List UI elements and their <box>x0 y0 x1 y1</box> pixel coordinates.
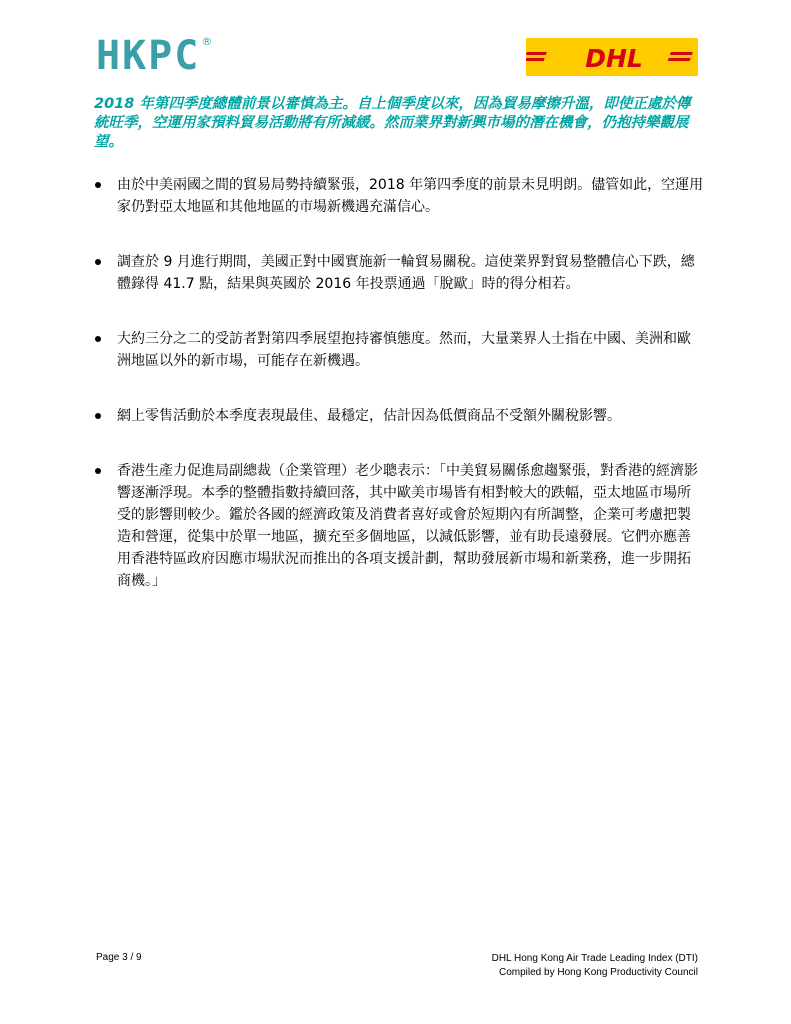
footer-credits <box>492 952 698 980</box>
list-item <box>92 174 704 218</box>
list-item <box>92 328 704 372</box>
bullet-icon <box>95 259 101 265</box>
list-item <box>92 251 704 295</box>
list-item-text: 調查於 9 月進行期間，美國正對中國實施新一輪貿易關稅。這使業界對貿易整體信心下跌，總體錄得 41.7 點，結果與英國於 2016 年投票通過「脫歐」時的得分相若。 <box>117 254 695 292</box>
dhl-logo-text: DHL <box>585 44 643 73</box>
dhl-logo-stripe <box>670 52 693 55</box>
page-number: Page 3 / 9 <box>96 952 142 963</box>
bullet-icon <box>95 468 101 474</box>
bullet-icon <box>95 413 101 419</box>
list-item-text: 香港生產力促進局副總裁（企業管理）老少聰表示：「中美貿易關係愈趨緊張，對香港的經濟影響逐漸浮現。本季的整體指數持續回落，其中歐美市場皆有相對較大的跌幅，亞太地區市場所受的影響則較少。鑑於各國的經濟政策及消費者喜好或會於短期內有所調整，企業可考慮把製造和營運，從集中於單一地區，擴充至多個地區，以減低影響，並有助長遠發展。它們亦應善用香港特區政府因應市場狀況而推出的各項支援計劃，幫助發展新市場和新業務，進一步開拓商機。」 <box>117 463 698 589</box>
bullet-icon <box>95 182 101 188</box>
list-item-text: 網上零售活動於本季度表現最佳、最穩定，估計因為低價商品不受額外關稅影響。 <box>117 408 621 424</box>
dhl-logo <box>526 38 698 76</box>
list-item <box>92 460 704 592</box>
list-item-text: 由於中美兩國之間的貿易局勢持續緊張，2018 年第四季度的前景未見明朗。儘管如此，空運用家仍對亞太地區和其他地區的市場新機遇充滿信心。 <box>117 177 704 215</box>
bullet-icon <box>95 336 101 342</box>
key-findings-list <box>92 174 704 625</box>
registered-mark-icon: ® <box>201 35 213 48</box>
dhl-logo-stripe <box>526 52 547 55</box>
dhl-logo-stripe <box>668 58 691 61</box>
hkpc-logo-text: HKPC <box>96 33 201 79</box>
list-item-text: 大約三分之二的受訪者對第四季展望抱持審慎態度。然而，大量業界人士指在中國、美洲和歐洲地區以外的新市場，可能存在新機遇。 <box>117 331 691 369</box>
footer-document-title: DHL Hong Kong Air Trade Leading Index (DTI) <box>491 953 698 964</box>
summary-headline: 2018 年第四季度總體前景以審慎為主。自上個季度以來，因為貿易摩擦升溫，即使正處於傳統旺季，空運用家預料貿易活動將有所減緩。然而業界對新興市場的潛在機會，仍抱持樂觀展望。 <box>94 96 691 150</box>
footer-compiled-by: Compiled by Hong Kong Productivity Council <box>499 967 698 978</box>
dhl-logo-stripe <box>526 58 545 61</box>
list-item <box>92 405 704 427</box>
hkpc-logo <box>96 33 213 84</box>
